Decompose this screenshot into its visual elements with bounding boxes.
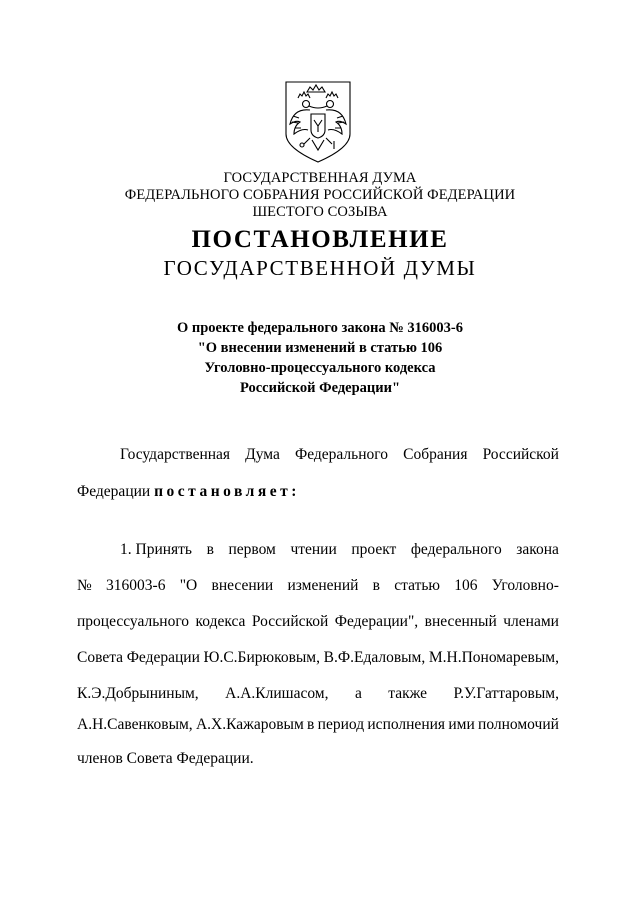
subject-line: Российской Федерации" — [239, 380, 401, 396]
issuer-line-2: ФЕДЕРАЛЬНОГО СОБРАНИЯ РОССИЙСКОЙ ФЕДЕРАЦИИ — [124, 187, 516, 203]
item1-word: Федерации", — [334, 613, 419, 630]
preamble-word: Собрания — [403, 446, 468, 463]
item1-word: ими — [448, 716, 475, 733]
item1-word: чтении — [290, 541, 337, 558]
item1-word: первом — [228, 541, 276, 558]
item1-word: в — [372, 577, 380, 594]
preamble-line-1 — [120, 446, 559, 464]
item1-word: 106 — [454, 577, 478, 594]
item1-word: 316003-6 — [106, 577, 166, 594]
item1-word: А.Х.Кажаровым — [195, 716, 304, 733]
item1-word: процессуального — [77, 613, 190, 630]
item1-line-2 — [77, 577, 559, 595]
preamble-word: Федерального — [294, 446, 389, 463]
item1-word: № — [77, 577, 92, 594]
item1-line-1 — [120, 541, 559, 559]
item1-word: закона — [516, 541, 559, 558]
item1-word: период — [317, 716, 365, 733]
item1-line-4 — [77, 649, 559, 667]
item1-line-5 — [77, 685, 559, 703]
preamble-word: Федерации — [77, 483, 151, 500]
preamble-word: Российской — [482, 446, 559, 463]
item1-word: кодекса — [195, 613, 246, 630]
item1-word: в — [206, 541, 214, 558]
item1-word: внесенный — [424, 613, 497, 630]
item1-word: Совета — [77, 649, 124, 666]
item1-word: статью — [394, 577, 440, 594]
preamble-word: Государственная — [120, 446, 231, 463]
item1-word: также — [388, 685, 428, 702]
item1-word: полномочий — [478, 716, 559, 733]
document-subject — [0, 318, 640, 398]
item1-word: внесении — [211, 577, 274, 594]
item1-word: А.Н.Савенковым, — [77, 716, 193, 733]
item1-word: Р.У.Гаттаровым, — [453, 685, 559, 702]
subject-line: О проекте федерального закона № 316003-6 — [176, 320, 464, 336]
item1-word: а — [354, 685, 362, 702]
item1-word: федерального — [410, 541, 502, 558]
item1-word: Уголовно- — [491, 577, 559, 594]
item1-word: А.А.Клишасом, — [225, 685, 329, 702]
item1-word: Федерации — [126, 649, 200, 666]
item1-word: Российской — [251, 613, 329, 630]
preamble-line-2 — [77, 483, 559, 501]
preamble-word: Дума — [245, 446, 280, 463]
item1-word: изменений — [287, 577, 359, 594]
convocation: ШЕСТОГО СОЗЫВА — [252, 204, 388, 220]
subject-line: Уголовно-процессуального кодекса — [204, 360, 436, 376]
item1-line-6 — [77, 716, 559, 734]
subject-line: "О внесении изменений в статью 106 — [197, 340, 443, 356]
item1-word: М.Н.Пономаревым, — [428, 649, 559, 666]
item1-line-7: членов Совета Федерации. — [77, 750, 254, 767]
item1-word: К.Э.Добрыниным, — [77, 685, 199, 702]
document-type: ПОСТАНОВЛЕНИЕ — [191, 226, 449, 253]
coat-of-arms-icon — [280, 78, 356, 164]
item1-line-3 — [77, 613, 559, 631]
item1-word: "О — [179, 577, 198, 594]
item1-word: исполнения — [367, 716, 446, 733]
item1-word: проект — [351, 541, 397, 558]
item1-word: Ю.С.Бирюковым, — [203, 649, 320, 666]
item1-word: В.Ф.Едаловым, — [323, 649, 426, 666]
item1-word: членами — [503, 613, 559, 630]
item1-word: в — [307, 716, 315, 733]
issuer-line-1: ГОСУДАРСТВЕННАЯ ДУМА — [223, 170, 417, 186]
item1-word: 1. Принять — [120, 541, 193, 558]
document-type-sub: ГОСУДАРСТВЕННОЙ ДУМЫ — [163, 256, 477, 280]
decree-word: постановляет: — [154, 483, 300, 500]
